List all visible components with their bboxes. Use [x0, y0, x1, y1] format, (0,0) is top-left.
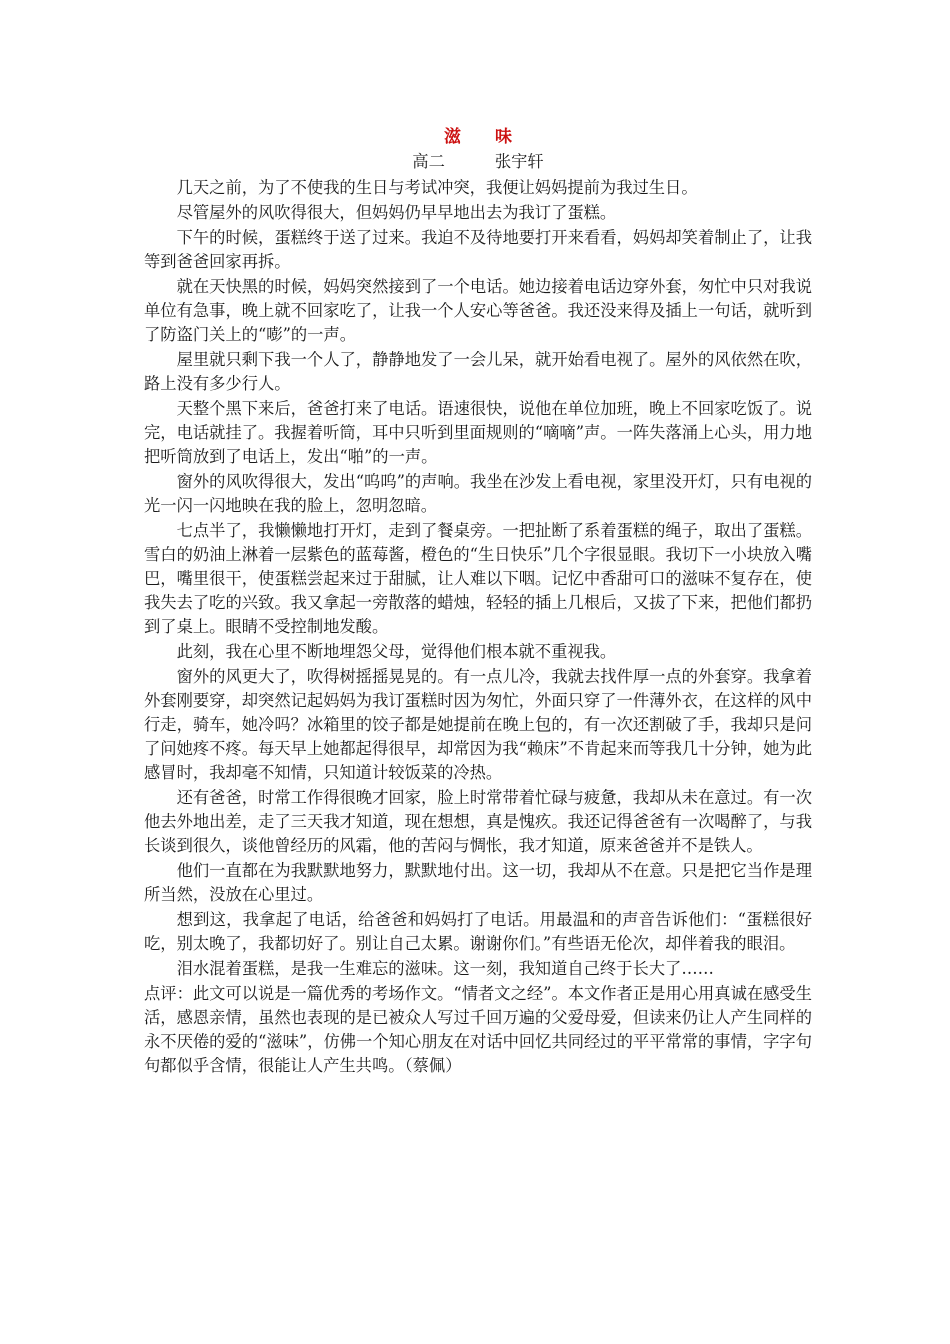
teacher-comment: 点评：此文可以说是一篇优秀的考场作文。“情者文之经”。本文作者正是用心用真诚在感受生活，感恩亲情，虽然也表现的是已被众人写过千回万遍的父爱母爱，但读来仍让人产生同样的永不厌倦的爱的“滋味”，仿佛一个知心朋友在对话中回忆共同经过的平平常常的事情，字字句句都似乎含情，很能让人产生共鸣。（蔡佩） — [144, 984, 812, 1075]
document-title: 滋 味 — [444, 127, 526, 147]
paragraph: 还有爸爸，时常工作得很晚才回家，脸上时常带着忙碌与疲惫，我却从未在意过。有一次他去外地出差，走了三天我才知道，现在想想，真是愧疚。我还记得爸爸有一次喝醉了，与我长谈到很久，谈他曾经历的风霜，他的苦闷与惆怅，我才知道，原来爸爸并不是铁人。 — [144, 788, 812, 855]
paragraph: 尽管屋外的风吹得很大，但妈妈仍早早地出去为我订了蛋糕。 — [176, 203, 617, 222]
paragraph: 此刻，我在心里不断地埋怨父母，觉得他们根本就不重视我。 — [176, 642, 617, 661]
paragraph: 想到这，我拿起了电话，给爸爸和妈妈打了电话。用最温和的声音告诉他们：“蛋糕很好吃，别太晚了，我都切好了。别让自己太累。谢谢你们。”有些语无伦次，却伴着我的眼泪。 — [144, 910, 812, 953]
byline-grade: 高二 — [412, 152, 445, 171]
paragraph: 泪水混着蛋糕，是我一生难忘的滋味。这一刻，我知道自己终于长大了…… — [176, 959, 714, 978]
paragraph: 就在天快黑的时候，妈妈突然接到了一个电话。她边接着电话边穿外套，匆忙中只对我说单位有急事，晚上就不回家吃了，让我一个人安心等爸爸。我还没来得及插上一句话，就听到了防盗门关上的“嘭”的一声。 — [144, 277, 812, 344]
paragraph: 屋里就只剩下我一个人了，静静地发了一会儿呆，就开始看电视了。屋外的风依然在吹，路上没有多少行人。 — [144, 350, 812, 393]
paragraph: 他们一直都在为我默默地努力，默默地付出。这一切，我却从不在意。只是把它当作是理所当然，没放在心里过。 — [144, 861, 812, 904]
paragraph: 窗外的风更大了，吹得树摇摇晃晃的。有一点儿冷，我就去找件厚一点的外套穿。我拿着外套刚要穿，却突然记起妈妈为我订蛋糕时因为匆忙，外面只穿了一件薄外衣，在这样的风中行走，骑车，她冷吗？冰箱里的饺子都是她提前在晚上包的，有一次还割破了手，我却只是问了问她疼不疼。每天早上她都起得很早，却常因为我“赖床”不肯起来而等我几十分钟，她为此感冒时，我却毫不知情，只知道计较饭菜的冷热。 — [144, 667, 812, 782]
paragraph: 下午的时候，蛋糕终于送了过来。我迫不及待地要打开来看看，妈妈却笑着制止了，让我等到爸爸回家再拆。 — [144, 228, 812, 271]
paragraph: 窗外的风吹得很大，发出“呜呜”的声响。我坐在沙发上看电视，家里没开灯，只有电视的光一闪一闪地映在我的脸上，忽明忽暗。 — [144, 472, 812, 515]
byline — [144, 150, 812, 174]
paragraph: 几天之前，为了不使我的生日与考试冲突，我便让妈妈提前为我过生日。 — [176, 178, 698, 197]
paragraph: 天整个黑下来后，爸爸打来了电话。语速很快，说他在单位加班，晚上不回家吃饭了。说完，电话就挂了。我握着听筒，耳中只听到里面规则的“嘀嘀”声。一阵失落涌上心头，用力地把听筒放到了电话上，发出“啪”的一声。 — [144, 399, 812, 466]
byline-author: 张宇轩 — [494, 152, 544, 171]
document-page — [144, 124, 812, 1078]
paragraph: 七点半了，我懒懒地打开灯，走到了餐桌旁。一把扯断了系着蛋糕的绳子，取出了蛋糕。雪白的奶油上淋着一层紫色的蓝莓酱，橙色的“生日快乐”几个字很显眼。我切下一小块放入嘴巴，嘴里很干，使蛋糕尝起来过于甜腻，让人难以下咽。记忆中香甜可口的滋味不复存在，使我失去了吃的兴致。我又拿起一旁散落的蜡烛，轻轻的插上几根后，又拔了下来，把他们都扔到了桌上。眼睛不受控制地发酸。 — [144, 521, 812, 636]
